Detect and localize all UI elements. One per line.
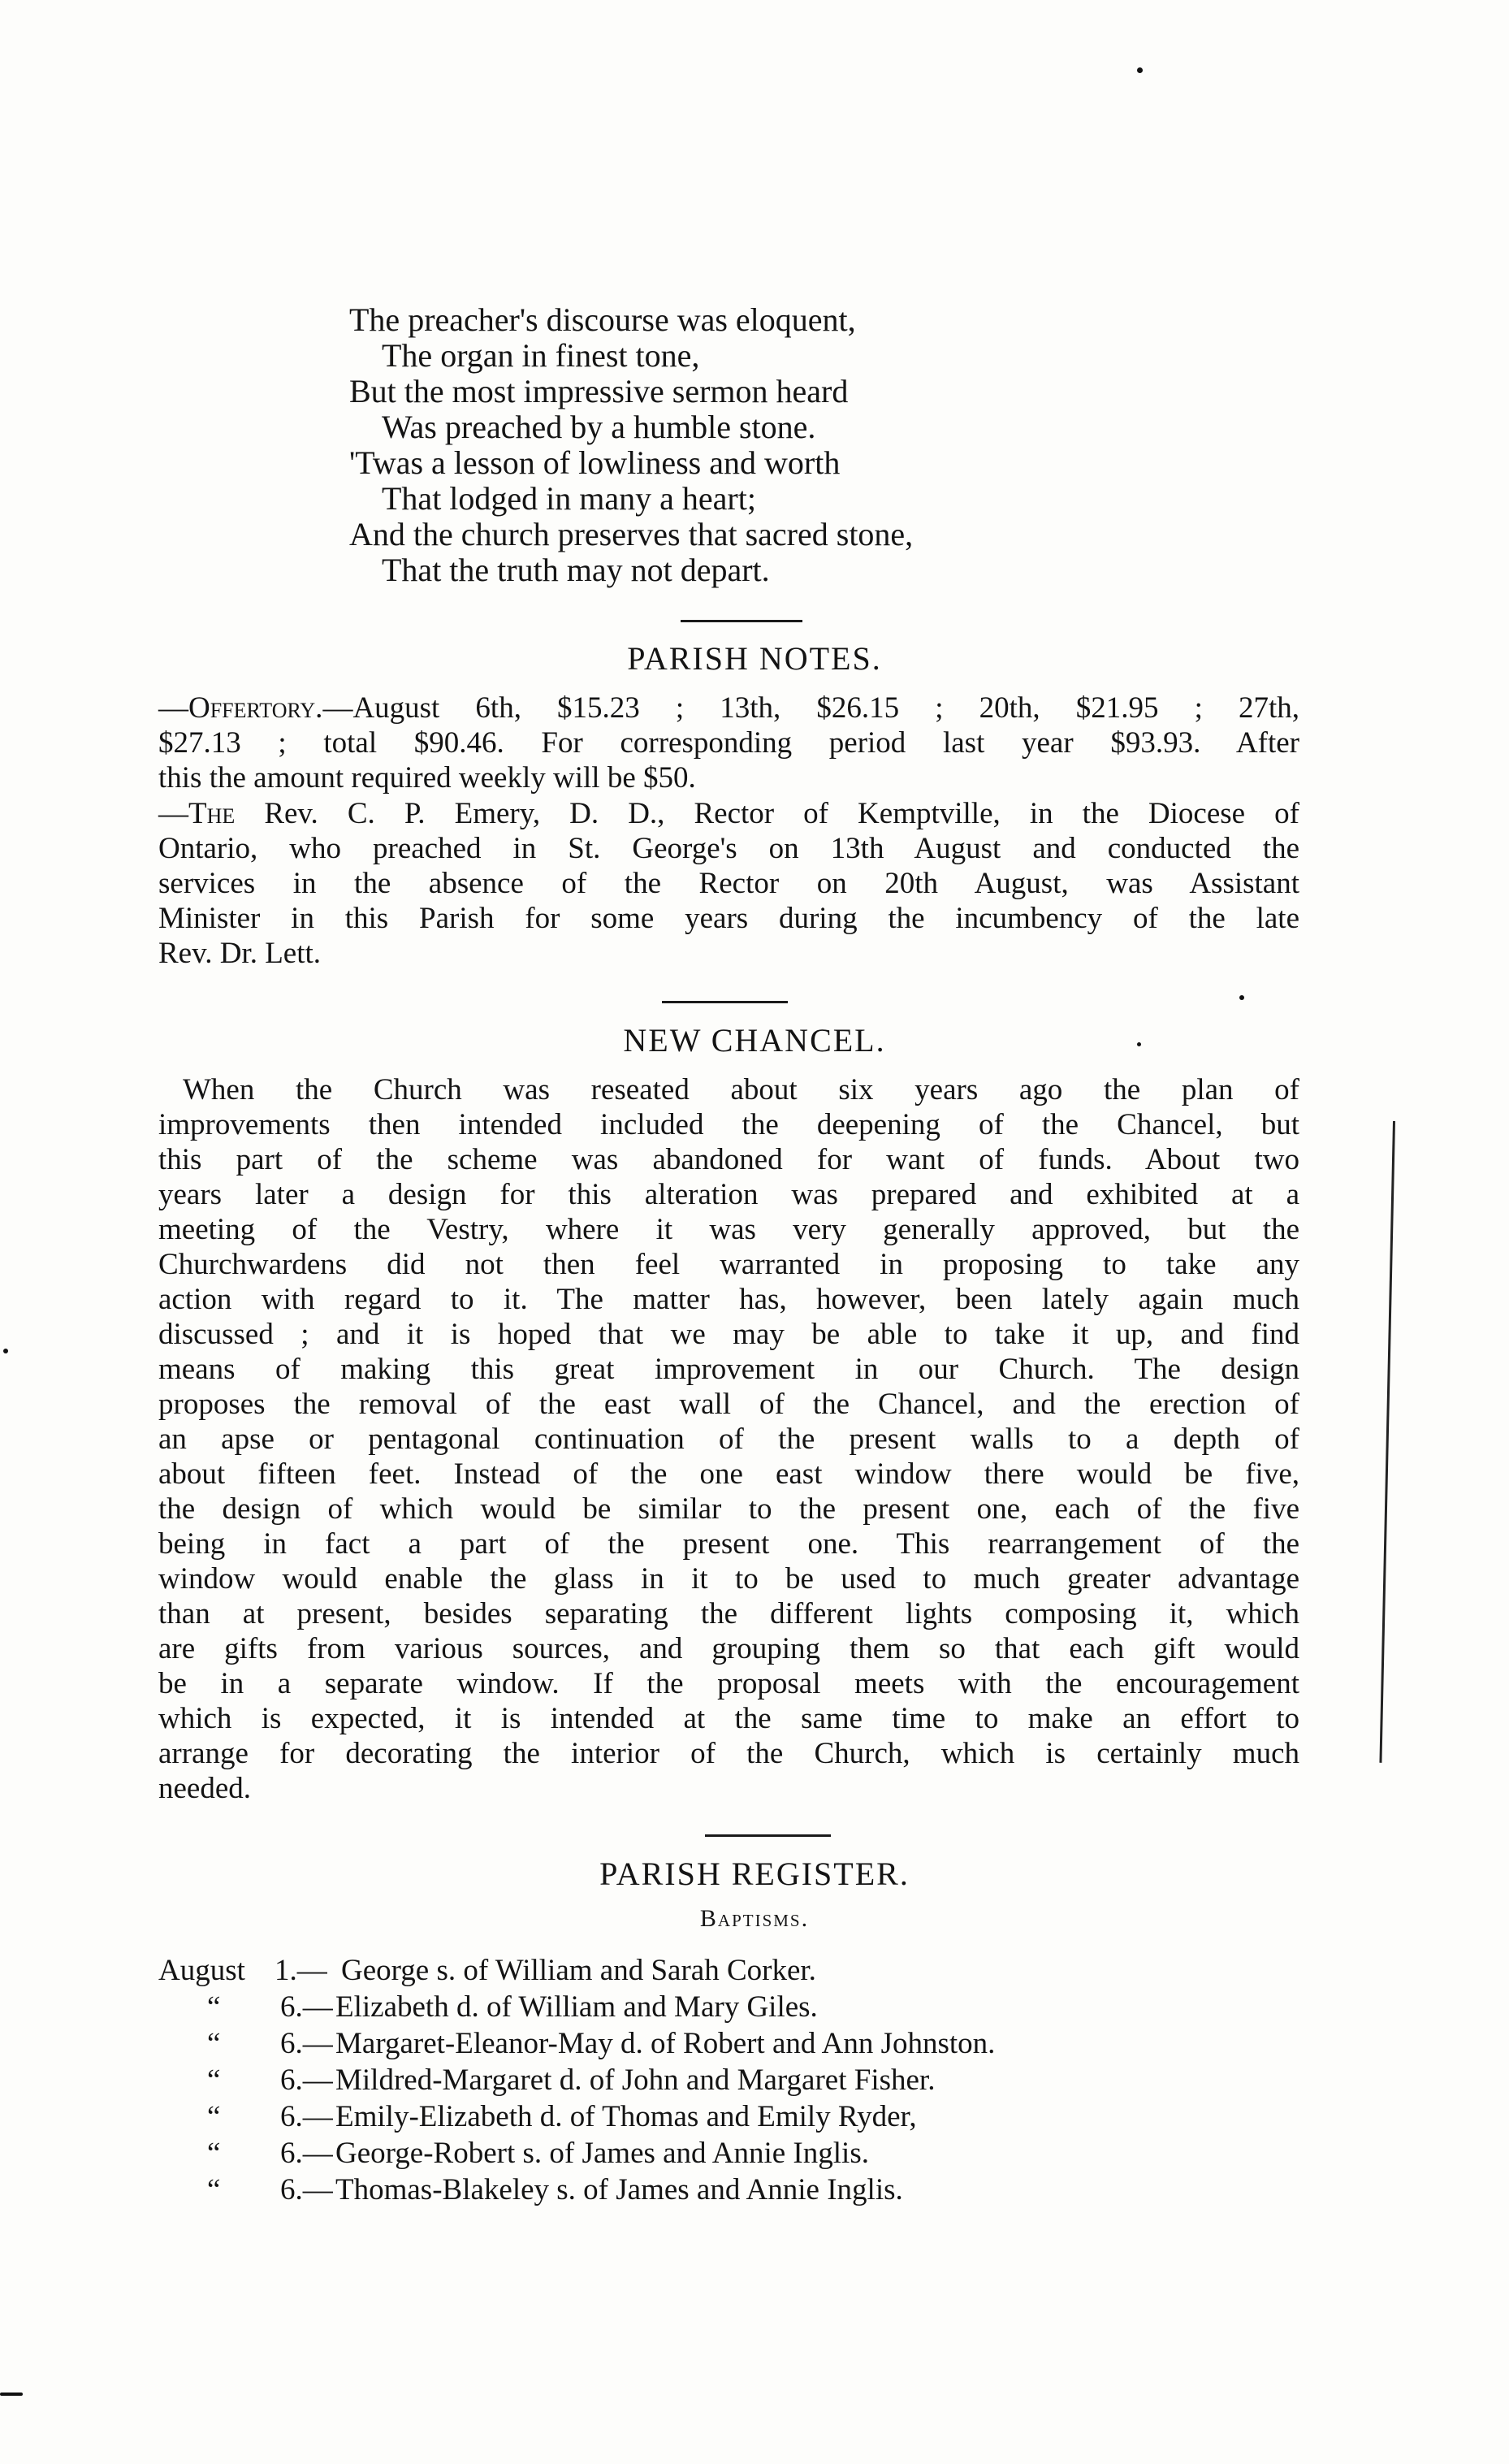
new-chancel-article — [158, 1072, 1299, 1806]
new-chancel-heading: NEW CHANCEL. — [623, 1022, 886, 1059]
register-entry — [158, 2135, 1295, 2172]
entry-month: “ — [207, 2173, 221, 2206]
poem — [349, 302, 1080, 588]
entry-text: George-Robert s. of James and Annie Inglis. — [335, 2137, 869, 2170]
note-text: this the amount required weekly will be $50. — [158, 761, 696, 795]
section-divider — [681, 620, 802, 622]
poem-line: 'Twas a lesson of lowliness and worth — [349, 444, 841, 481]
poem-line: Was preached by a humble stone. — [382, 409, 816, 445]
print-speck — [1137, 67, 1143, 73]
parish-register-heading: PARISH REGISTER. — [599, 1856, 910, 1892]
entry-month: “ — [207, 2100, 221, 2133]
entry-day: 6.— — [280, 2173, 333, 2206]
article-line: about fifteen feet. Instead of the one east window there would be five, — [158, 1457, 1299, 1491]
article-line: discussed ; and it is hoped that we may be able to take it up, and find — [158, 1318, 1299, 1351]
article-line: being in fact a part of the present one. This rearrangement of the — [158, 1527, 1299, 1561]
entry-month: “ — [207, 2027, 221, 2060]
entry-day: 6.— — [280, 2027, 333, 2060]
entry-text: Mildred-Margaret d. of John and Margaret Fisher. — [335, 2063, 936, 2097]
poem-line: The organ in finest tone, — [382, 337, 700, 374]
article-line: needed. — [158, 1772, 252, 1805]
register-entry — [158, 2062, 1295, 2098]
note-lead: —Offertory. — [158, 691, 323, 725]
entry-day: 6.— — [280, 1990, 333, 2024]
article-line: meeting of the Vestry, where it was very generally approved, but the — [158, 1213, 1299, 1246]
entry-text: Thomas-Blakeley s. of James and Annie Inglis. — [335, 2173, 903, 2206]
entry-day: 6.— — [280, 2100, 333, 2133]
article-line: proposes the removal of the east wall of the Chancel, and the erection of — [158, 1388, 1299, 1421]
article-line: the design of which would be similar to the present one, each of the five — [158, 1492, 1299, 1526]
entry-month: “ — [207, 2063, 221, 2097]
section-divider — [705, 1834, 831, 1837]
note-text: Rev. C. P. Emery, D. D., Rector of Kemptville, in the Diocese of — [235, 797, 1299, 830]
register-entry — [158, 1989, 1295, 2025]
entry-month: “ — [207, 2137, 221, 2170]
register-entry — [158, 2172, 1295, 2208]
baptisms-subheading: Baptisms. — [699, 1905, 810, 1932]
article-line: be in a separate window. If the proposal meets with the encouragement — [158, 1667, 1299, 1700]
article-line: When the Church was reseated about six years ago the plan of — [183, 1073, 1299, 1106]
baptism-register — [158, 1952, 1295, 2208]
note-text: Rev. Dr. Lett. — [158, 937, 322, 970]
register-entry — [158, 2025, 1295, 2062]
entry-text: George s. of William and Sarah Corker. — [341, 1954, 816, 1987]
article-line: window would enable the glass in it to be used to much greater advantage — [158, 1562, 1299, 1596]
margin-bracket — [1379, 1121, 1395, 1763]
entry-day: 6.— — [280, 2137, 333, 2170]
article-line: years later a design for this alteration was prepared and exhibited at a — [158, 1178, 1299, 1211]
note-text: $27.13 ; total $90.46. For corresponding period last year $93.93. After — [158, 726, 1299, 760]
entry-month: August — [158, 1954, 245, 1987]
article-line: are gifts from various sources, and grouping them so that each gift would — [158, 1632, 1299, 1665]
article-line: arrange for decorating the interior of the Church, which is certainly much — [158, 1737, 1299, 1770]
parish-notes-heading: PARISH NOTES. — [627, 640, 882, 677]
poem-line: That lodged in many a heart; — [382, 480, 756, 517]
poem-line: That the truth may not depart. — [382, 552, 770, 588]
article-line: means of making this great improvement in our Church. The design — [158, 1353, 1299, 1386]
register-entry — [158, 2098, 1295, 2135]
entry-text: Emily-Elizabeth d. of Thomas and Emily Ryder, — [335, 2100, 917, 2133]
section-divider — [662, 1001, 788, 1003]
article-line: action with regard to it. The matter has, however, been lately again much — [158, 1283, 1299, 1316]
poem-line: But the most impressive sermon heard — [349, 373, 849, 409]
article-line: an apse or pentagonal continuation of the present walls to a depth of — [158, 1423, 1299, 1456]
entry-text: Elizabeth d. of William and Mary Giles. — [335, 1990, 818, 2024]
note-text: Ontario, who preached in St. George's on 13th August and conducted the — [158, 832, 1299, 865]
note-text: —August 6th, $15.23 ; 13th, $26.15 ; 20th, $21.95 ; 27th, — [322, 691, 1299, 725]
poem-line: The preacher's discourse was eloquent, — [349, 301, 856, 338]
article-line: which is expected, it is intended at the same time to make an effort to — [158, 1702, 1299, 1735]
entry-day: 1.— — [275, 1954, 327, 1987]
note-lead: —The — [158, 797, 236, 830]
entry-day: 6.— — [280, 2063, 333, 2097]
print-speck — [1239, 995, 1244, 1000]
print-speck — [3, 1349, 8, 1353]
article-line: Churchwardens did not then feel warranted in proposing to take any — [158, 1248, 1299, 1281]
note-text: Minister in this Parish for some years during the incumbency of the late — [158, 902, 1299, 935]
article-line: this part of the scheme was abandoned for want of funds. About two — [158, 1143, 1299, 1176]
offertory-note — [158, 691, 1299, 795]
poem-line: And the church preserves that sacred stone, — [349, 516, 914, 552]
emery-note — [158, 796, 1299, 971]
entry-text: Margaret-Eleanor-May d. of Robert and Ann Johnston. — [335, 2027, 996, 2060]
note-text: services in the absence of the Rector on 20th August, was Assistant — [158, 867, 1299, 900]
print-speck — [0, 2393, 23, 2396]
article-line: improvements then intended included the deepening of the Chancel, but — [158, 1108, 1299, 1141]
entry-month: “ — [207, 1990, 221, 2024]
article-line: than at present, besides separating the different lights composing it, which — [158, 1597, 1299, 1630]
register-entry — [158, 1952, 1295, 1989]
